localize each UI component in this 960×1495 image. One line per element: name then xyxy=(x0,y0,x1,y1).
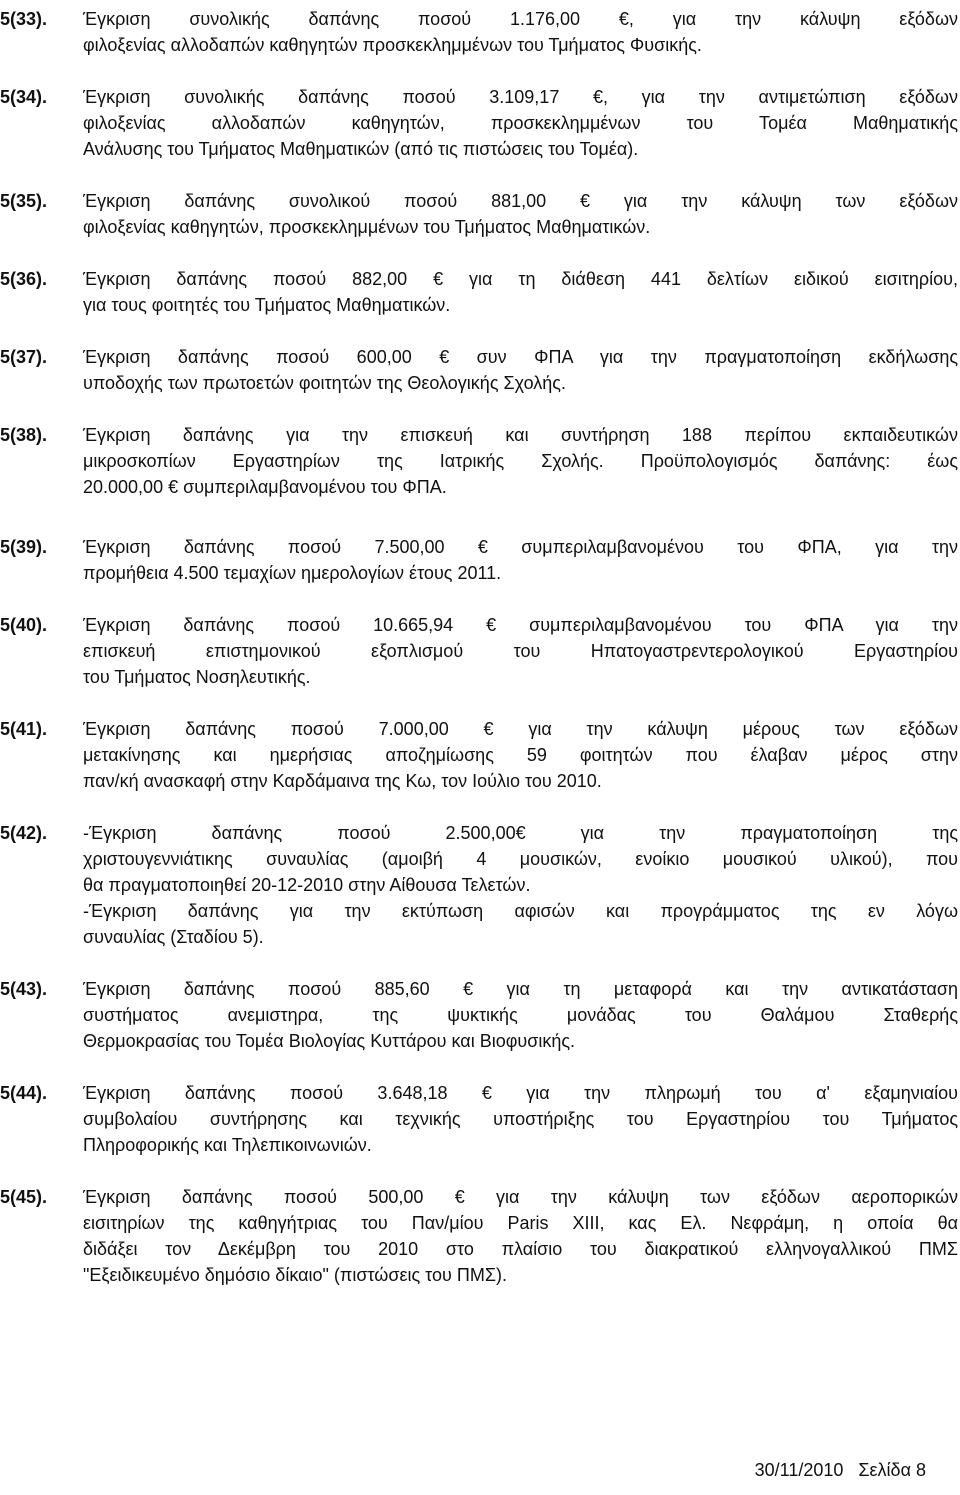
item-text-line: επισκευή επιστημονικού εξοπλισμού του Ηπατογαστρεντερολογικού Εργαστηρίου xyxy=(83,641,958,661)
item-text xyxy=(83,6,958,58)
item-text xyxy=(83,188,958,240)
item-text-line: Ανάλυσης του Τμήματος Μαθηματικών (από τις πιστώσεις του Τομέα). xyxy=(83,139,639,159)
item-text xyxy=(83,266,958,318)
item-number: 5(34). xyxy=(0,87,48,107)
item-number: 5(41). xyxy=(0,719,48,739)
item-text xyxy=(83,1184,958,1288)
item-text xyxy=(83,820,958,950)
item-text-line: Έγκριση δαπάνης ποσού 882,00 € για τη διάθεση 441 δελτίων ειδικού εισιτηρίου, xyxy=(83,269,958,289)
item-text-line: φιλοξενίας αλλοδαπών καθηγητών, προσκεκλημμένων του Τομέα Μαθηματικής xyxy=(83,113,958,133)
item-number: 5(44). xyxy=(0,1083,48,1103)
item-text-line: -Έγκριση δαπάνης για την εκτύπωση αφισών και προγράμματος της εν λόγω xyxy=(83,901,958,921)
item-text xyxy=(83,84,958,162)
item-text-line: χριστουγεννιάτικης συναυλίας (αμοιβή 4 μουσικών, ενοίκιο μουσικού υλικού), που xyxy=(83,849,958,869)
item-text-line: Έγκριση δαπάνης συνολικού ποσού 881,00 € για την κάλυψη των εξόδων xyxy=(83,191,958,211)
item-text xyxy=(83,612,958,690)
item-text-line: Θερμοκρασίας του Τομέα Βιολογίας Κυττάρου και Βιοφυσικής. xyxy=(83,1031,576,1051)
item-text xyxy=(83,716,958,794)
item-number: 5(45). xyxy=(0,1187,48,1207)
item-text-line: υποδοχής των πρωτοετών φοιτητών της Θεολογικής Σχολής. xyxy=(83,373,566,393)
item-text-line: θα πραγματοποιηθεί 20-12-2010 στην Αίθουσα Τελετών. xyxy=(83,875,531,895)
item-text-line: "Εξειδικευμένο δημόσιο δίκαιο" (πιστώσεις του ΠΜΣ). xyxy=(83,1265,507,1285)
item-text-line: διδάξει τον Δεκέμβρη του 2010 στο πλαίσιο του διακρατικού ελληνογαλλικού ΠΜΣ xyxy=(83,1239,958,1259)
item-text-line: Έγκριση δαπάνης ποσού 3.648,18 € για την πληρωμή του α' εξαμηνιαίου xyxy=(83,1083,958,1103)
item-text-line: -Έγκριση δαπάνης ποσού 2.500,00€ για την πραγματοποίηση της xyxy=(83,823,958,843)
item-text-line: συμβολαίου συντήρησης και τεχνικής υποστήριξης του Εργαστηρίου του Τμήματος xyxy=(83,1109,958,1129)
item-text-line: φιλοξενίας αλλοδαπών καθηγητών προσκεκλημμένων του Τμήματος Φυσικής. xyxy=(83,35,702,55)
item-text xyxy=(83,422,958,500)
footer-page-number: Σελίδα 8 xyxy=(858,1460,926,1480)
item-text-line: συστήματος ανεμιστηρα, της ψυκτικής μονάδας του Θαλάμου Σταθερής xyxy=(83,1005,958,1025)
item-number: 5(35). xyxy=(0,191,48,211)
item-number: 5(40). xyxy=(0,615,48,635)
item-text-line: Έγκριση δαπάνης ποσού 7.500,00 € συμπεριλαμβανομένου του ΦΠΑ, για την xyxy=(83,537,958,557)
item-text-line: 20.000,00 € συμπεριλαμβανομένου του ΦΠΑ. xyxy=(83,477,447,497)
item-text-line: Έγκριση συνολικής δαπάνης ποσού 1.176,00 €, για την κάλυψη εξόδων xyxy=(83,9,958,29)
item-number: 5(39). xyxy=(0,537,48,557)
item-text-line: για τους φοιτητές του Τμήματος Μαθηματικών. xyxy=(83,295,451,315)
item-number: 5(38). xyxy=(0,425,48,445)
footer-date: 30/11/2010 xyxy=(754,1460,844,1480)
item-text-line: Έγκριση δαπάνης ποσού 10.665,94 € συμπεριλαμβανομένου του ΦΠΑ για την xyxy=(83,615,958,635)
item-text-line: Έγκριση δαπάνης ποσού 500,00 € για την κάλυψη των εξόδων αεροπορικών xyxy=(83,1187,958,1207)
item-text-line: φιλοξενίας καθηγητών, προσκεκλημμένων του Τμήματος Μαθηματικών. xyxy=(83,217,651,237)
item-text-line: προμήθεια 4.500 τεμαχίων ημερολογίων έτους 2011. xyxy=(83,563,502,583)
item-number: 5(37). xyxy=(0,347,48,367)
item-text-line: συναυλίας (Σταδίου 5). xyxy=(83,927,264,947)
item-number: 5(43). xyxy=(0,979,48,999)
item-text-line: παν/κή ανασκαφή στην Καρδάμαινα της Κω, τον Ιούλιο του 2010. xyxy=(83,771,602,791)
item-text xyxy=(83,976,958,1054)
item-text-line: Έγκριση συνολικής δαπάνης ποσού 3.109,17 €, για την αντιμετώπιση εξόδων xyxy=(83,87,958,107)
item-number: 5(36). xyxy=(0,269,48,289)
item-text-line: μικροσκοπίων Εργαστηρίων της Ιατρικής Σχολής. Προϋπολογισμός δαπάνης: έως xyxy=(83,451,958,471)
item-number: 5(42). xyxy=(0,823,48,843)
item-text-line: του Τμήματος Νοσηλευτικής. xyxy=(83,667,311,687)
item-text-line: μετακίνησης και ημερήσιας αποζημίωσης 59 φοιτητών που έλαβαν μέρος στην xyxy=(83,745,958,765)
item-text xyxy=(83,1080,958,1158)
page-footer xyxy=(755,1458,926,1482)
item-text-line: Έγκριση δαπάνης ποσού 7.000,00 € για την κάλυψη μέρους των εξόδων xyxy=(83,719,958,739)
item-text xyxy=(83,344,958,396)
item-number: 5(33). xyxy=(0,9,48,29)
item-text-line: Έγκριση δαπάνης για την επισκευή και συντήρηση 188 περίπου εκπαιδευτικών xyxy=(83,425,958,445)
item-text-line: εισιτηρίων της καθηγήτριας του Παν/μίου Paris XIII, κας Ελ. Νεφράμη, η οποία θα xyxy=(83,1213,958,1233)
item-text-line: Έγκριση δαπάνης ποσού 600,00 € συν ΦΠΑ για την πραγματοποίηση εκδήλωσης xyxy=(83,347,958,367)
item-text-line: Έγκριση δαπάνης ποσού 885,60 € για τη μεταφορά και την αντικατάσταση xyxy=(83,979,958,999)
item-text-line: Πληροφορικής και Τηλεπικοινωνιών. xyxy=(83,1135,372,1155)
item-text xyxy=(83,534,958,586)
